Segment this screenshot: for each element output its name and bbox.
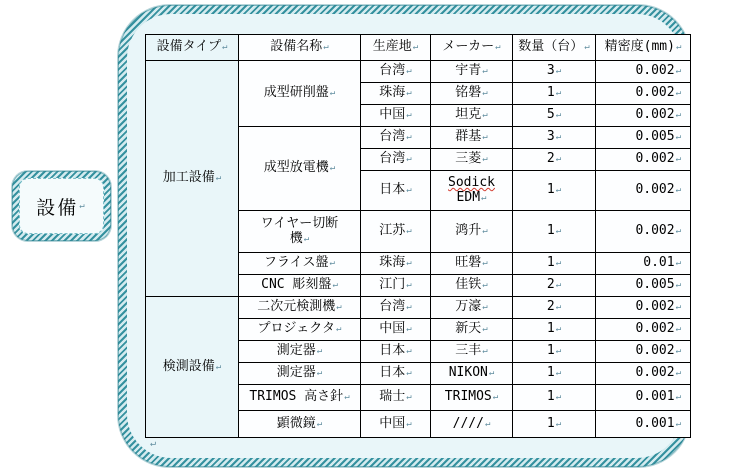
table-cell: 1↵	[513, 319, 596, 341]
paragraph-mark-icon: ↵	[329, 258, 335, 269]
paragraph-mark-icon: ↵	[555, 418, 562, 429]
paragraph-mark-icon: ↵	[344, 392, 350, 403]
table-cell: 1↵	[513, 253, 596, 275]
paragraph-mark-icon: ↵	[482, 280, 488, 291]
paragraph-mark-icon: ↵	[675, 346, 681, 357]
table-cell: 0.002↵	[596, 171, 691, 211]
table-cell: 3↵	[513, 127, 596, 149]
table-cell: 台湾↵	[361, 127, 431, 149]
paragraph-mark-icon: ↵	[323, 42, 329, 53]
table-cell: 1↵	[513, 411, 596, 438]
equipment-label: 設備	[36, 196, 79, 219]
paragraph-mark-icon: ↵	[303, 233, 310, 244]
paragraph-mark-icon: ↵	[215, 173, 222, 184]
paragraph-mark-icon: ↵	[316, 368, 323, 379]
table-cell: 台湾↵	[361, 149, 431, 171]
paragraph-mark-icon: ↵	[406, 110, 412, 121]
paragraph-mark-icon: ↵	[482, 226, 488, 237]
paragraph-mark-icon: ↵	[492, 392, 499, 403]
paragraph-mark-icon: ↵	[675, 110, 681, 121]
table-cell: 新天↵	[431, 319, 513, 341]
table-cell: 中国↵	[361, 105, 431, 127]
paragraph-mark-icon: ↵	[406, 154, 412, 165]
paragraph-mark-icon: ↵	[316, 418, 323, 429]
paragraph-mark-icon: ↵	[675, 42, 682, 53]
table-cell: 測定器↵	[239, 363, 361, 385]
table-cell: 万濠↵	[431, 297, 513, 319]
paragraph-mark-icon: ↵	[675, 132, 681, 143]
table-cell: 珠海↵	[361, 83, 431, 105]
paragraph-mark-icon: ↵	[555, 324, 562, 335]
paragraph-mark-icon: ↵	[555, 66, 562, 77]
paragraph-mark-icon: ↵	[675, 392, 681, 403]
column-header: 生産地↵	[361, 35, 431, 61]
table-row	[146, 297, 691, 319]
table-cell: 成型研削盤↵	[239, 61, 361, 127]
paragraph-mark-icon: ↵	[481, 192, 487, 203]
paragraph-mark-icon: ↵	[412, 42, 419, 53]
paragraph-mark-icon: ↵	[482, 110, 488, 121]
column-header: 精密度(mm)↵	[596, 35, 691, 61]
paragraph-mark-icon: ↵	[406, 280, 412, 291]
table-cell: 中国↵	[361, 319, 431, 341]
table-cell: 0.01↵	[596, 253, 691, 275]
table-cell: 2↵	[513, 297, 596, 319]
paragraph-mark-icon: ↵	[215, 361, 222, 372]
paragraph-mark-icon: ↵	[406, 258, 412, 269]
paragraph-mark-icon: ↵	[555, 392, 562, 403]
table-cell: 0.002↵	[596, 319, 691, 341]
paragraph-mark-icon: ↵	[406, 302, 412, 313]
table-cell: 旺磐↵	[431, 253, 513, 275]
table-cell: 江苏↵	[361, 211, 431, 253]
paragraph-mark-icon: ↵	[329, 163, 336, 174]
paragraph-mark-icon: ↵	[555, 258, 562, 269]
table-cell: 三丰↵	[431, 341, 513, 363]
paragraph-mark-icon: ↵	[406, 185, 412, 196]
paragraph-mark-icon: ↵	[406, 418, 412, 429]
table-cell: 0.002↵	[596, 61, 691, 83]
paragraph-mark-icon: ↵	[675, 226, 681, 237]
table-cell: 2↵	[513, 149, 596, 171]
paragraph-mark-icon: ↵	[555, 88, 562, 99]
table-cell: 0.001↵	[596, 385, 691, 411]
equipment-table	[145, 34, 691, 438]
table-cell: 日本↵	[361, 341, 431, 363]
paragraph-mark-icon: ↵	[555, 302, 562, 313]
table-cell: プロジェクタ↵	[239, 319, 361, 341]
paragraph-mark-icon: ↵	[675, 418, 681, 429]
table-row	[146, 61, 691, 83]
equipment-label-box	[12, 171, 111, 241]
paragraph-mark-icon: ↵	[316, 346, 323, 357]
table-cell: 1↵	[513, 341, 596, 363]
table-cell: 台湾↵	[361, 61, 431, 83]
table-cell: 江门↵	[361, 275, 431, 297]
table-cell: TRIMOS↵	[431, 385, 513, 411]
paragraph-mark-icon: ↵	[482, 302, 488, 313]
paragraph-mark-icon: ↵	[406, 392, 412, 403]
column-header: 設備名称↵	[239, 35, 361, 61]
table-cell: 二次元検測機↵	[239, 297, 361, 319]
paragraph-mark-icon: ↵	[150, 438, 157, 449]
table-cell: 瑞士↵	[361, 385, 431, 411]
paragraph-mark-icon: ↵	[406, 88, 412, 99]
table-cell: 坦克↵	[431, 105, 513, 127]
paragraph-mark-icon: ↵	[329, 88, 336, 99]
table-cell: 0.001↵	[596, 411, 691, 438]
paragraph-mark-icon: ↵	[482, 324, 488, 335]
paragraph-mark-icon: ↵	[555, 185, 562, 196]
table-cell: 顕微鏡↵	[239, 411, 361, 438]
table-cell: 铭磐↵	[431, 83, 513, 105]
column-header: メーカー↵	[431, 35, 513, 61]
table-cell: 0.005↵	[596, 275, 691, 297]
table-cell: 1↵	[513, 363, 596, 385]
paragraph-mark-icon: ↵	[584, 42, 590, 53]
table-cell: 0.002↵	[596, 363, 691, 385]
equipment-label-inner	[19, 178, 104, 234]
column-header: 設備タイプ↵	[146, 35, 239, 61]
paragraph-mark-icon: ↵	[675, 368, 681, 379]
paragraph-mark-icon: ↵	[675, 66, 681, 77]
paragraph-mark-icon: ↵	[336, 302, 342, 313]
paragraph-mark-icon: ↵	[555, 346, 562, 357]
table-cell: ワイヤー切断 機↵	[239, 211, 361, 253]
table-cell: 佳铁↵	[431, 275, 513, 297]
table-cell: 日本↵	[361, 363, 431, 385]
paragraph-mark-icon: ↵	[79, 201, 87, 211]
table-cell: NIKON↵	[431, 363, 513, 385]
table-cell: Sodick EDM↵	[431, 171, 513, 211]
paragraph-mark-icon: ↵	[555, 132, 562, 143]
table-cell: 2↵	[513, 275, 596, 297]
table-cell: 台湾↵	[361, 297, 431, 319]
paragraph-mark-icon: ↵	[482, 258, 488, 269]
table-cell: 0.005↵	[596, 127, 691, 149]
paragraph-mark-icon: ↵	[482, 132, 488, 143]
paragraph-mark-icon: ↵	[332, 280, 338, 291]
paragraph-mark-icon: ↵	[482, 154, 488, 165]
paragraph-mark-icon: ↵	[406, 132, 412, 143]
table-cell: 三菱↵	[431, 149, 513, 171]
paragraph-mark-icon: ↵	[484, 418, 491, 429]
table-cell: 鸿升↵	[431, 211, 513, 253]
paragraph-mark-icon: ↵	[555, 368, 562, 379]
paragraph-mark-icon: ↵	[675, 302, 681, 313]
paragraph-mark-icon: ↵	[406, 324, 412, 335]
paragraph-mark-icon: ↵	[495, 42, 501, 53]
paragraph-mark-icon: ↵	[482, 66, 488, 77]
table-cell: 珠海↵	[361, 253, 431, 275]
table-cell: ////↵	[431, 411, 513, 438]
paragraph-mark-icon: ↵	[406, 226, 412, 237]
paragraph-mark-icon: ↵	[675, 258, 681, 269]
table-cell: 0.002↵	[596, 211, 691, 253]
table-cell: フライス盤↵	[239, 253, 361, 275]
table-cell: 成型放電機↵	[239, 127, 361, 211]
paragraph-mark-icon: ↵	[675, 280, 681, 291]
paragraph-mark-icon: ↵	[555, 280, 562, 291]
paragraph-mark-icon: ↵	[675, 185, 681, 196]
paragraph-mark-icon: ↵	[555, 226, 562, 237]
table-cell: 0.002↵	[596, 83, 691, 105]
table-cell: 0.002↵	[596, 297, 691, 319]
table-cell: 5↵	[513, 105, 596, 127]
paragraph-mark-icon: ↵	[336, 324, 342, 335]
table-cell: 1↵	[513, 211, 596, 253]
column-header: 数量（台）↵	[513, 35, 596, 61]
paragraph-mark-icon: ↵	[555, 154, 562, 165]
table-cell: 1↵	[513, 171, 596, 211]
paragraph-mark-icon: ↵	[221, 42, 228, 53]
paragraph-mark-icon: ↵	[555, 110, 562, 121]
table-cell: 1↵	[513, 385, 596, 411]
paragraph-mark-icon: ↵	[675, 154, 681, 165]
table-cell: 検測設備↵	[146, 297, 239, 438]
paragraph-mark-icon: ↵	[675, 324, 681, 335]
table-cell: 0.002↵	[596, 341, 691, 363]
table-cell: 3↵	[513, 61, 596, 83]
table-cell: 中国↵	[361, 411, 431, 438]
paragraph-mark-icon: ↵	[406, 346, 412, 357]
table-cell: TRIMOS 高さ針↵	[239, 385, 361, 411]
table-cell: 群基↵	[431, 127, 513, 149]
table-header-row	[146, 35, 691, 61]
paragraph-mark-icon: ↵	[406, 368, 412, 379]
paragraph-mark-icon: ↵	[482, 346, 488, 357]
table-cell: 宇青↵	[431, 61, 513, 83]
paragraph-mark-icon: ↵	[675, 88, 681, 99]
table-cell: 0.002↵	[596, 105, 691, 127]
table-cell: 0.002↵	[596, 149, 691, 171]
table-cell: 1↵	[513, 83, 596, 105]
paragraph-mark-icon: ↵	[406, 66, 412, 77]
table-cell: 加工設備↵	[146, 61, 239, 297]
paragraph-mark-icon: ↵	[488, 368, 495, 379]
table-cell: 日本↵	[361, 171, 431, 211]
table-cell: CNC 彫刻盤↵	[239, 275, 361, 297]
paragraph-mark-icon: ↵	[482, 88, 488, 99]
table-cell: 測定器↵	[239, 341, 361, 363]
